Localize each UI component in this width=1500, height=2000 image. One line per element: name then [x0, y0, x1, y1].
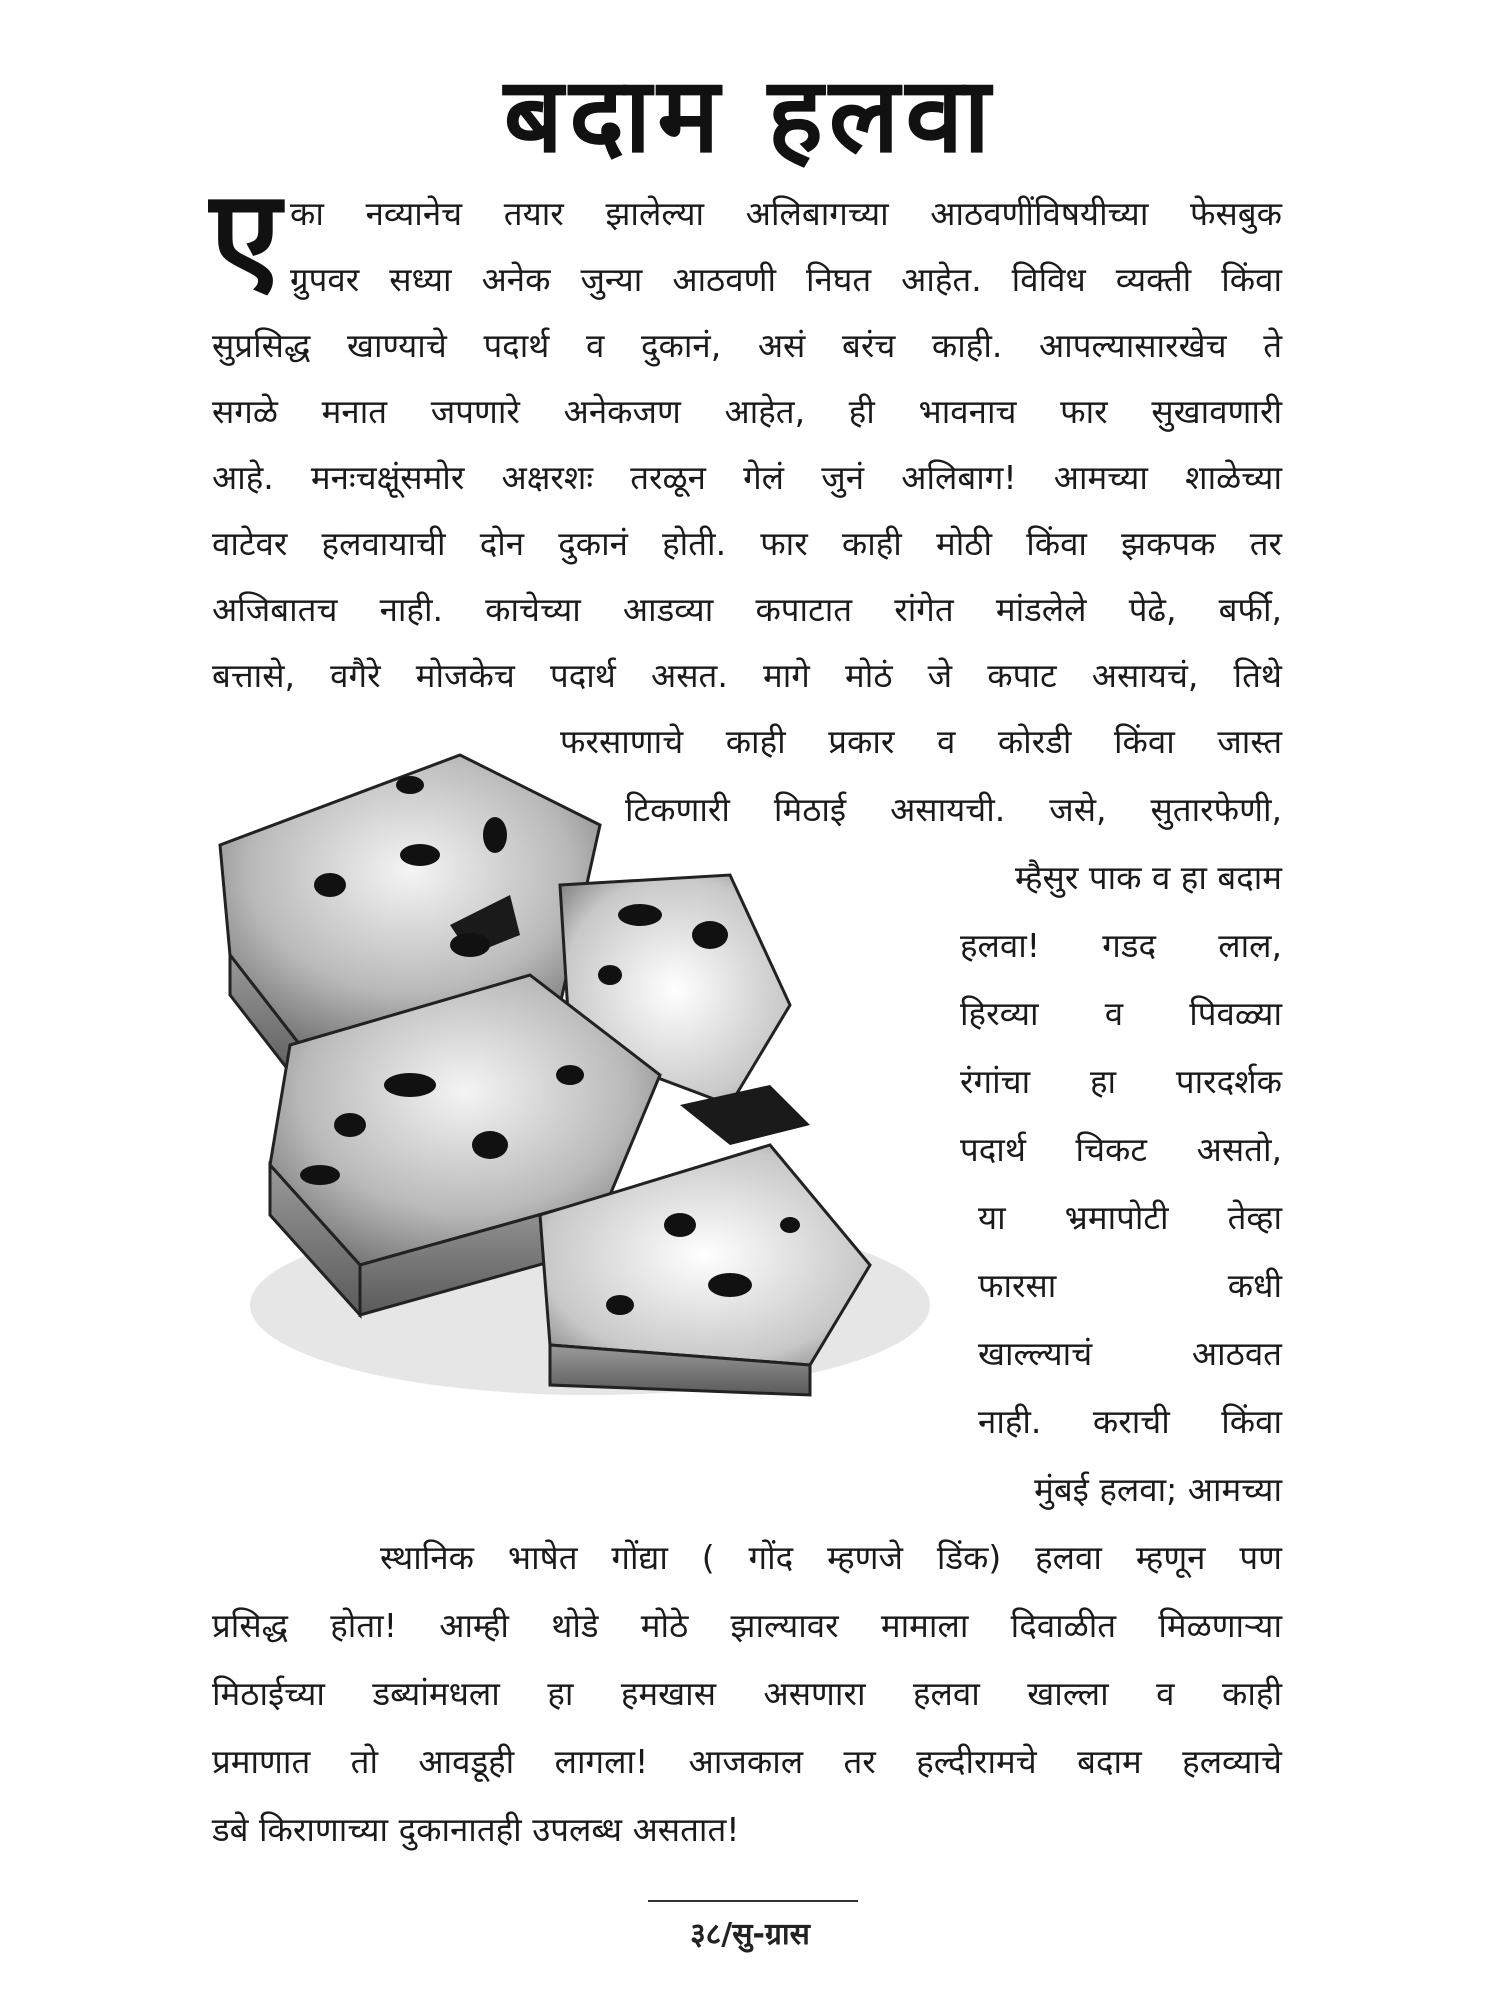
text-line: प्रसिद्ध होता! आम्ही थोडे मोठे झाल्यावर मामाला दिवाळीत मिळणाऱ्या [212, 1606, 1282, 1645]
text-line: हलवा! गडद लाल, [960, 926, 1282, 965]
text-line: खाल्ल्याचं आठवत [978, 1334, 1282, 1373]
text-line: अजिबातच नाही. काचेच्या आडव्या कपाटात रांगेत मांडलेले पेढे, बर्फी, [212, 590, 1282, 629]
drop-cap: ए [210, 163, 281, 312]
text-line: सुप्रसिद्ध खाण्याचे पदार्थ व दुकानं, असं बरंच काही. आपल्यासारखेच ते [212, 326, 1282, 365]
text-line: रंगांचा हा पारदर्शक [960, 1062, 1282, 1101]
text-line: या भ्रमापोटी तेव्हा [978, 1198, 1282, 1237]
text-line: नाही. कराची किंवा [978, 1402, 1282, 1441]
text-line: टिकणारी मिठाई असायची. जसे, सुतारफेणी, [625, 790, 1282, 829]
text-line: मिठाईच्या डब्यांमधला हा हमखास असणारा हलवा खाल्ला व काही [212, 1674, 1282, 1713]
text-line: पदार्थ चिकट असतो, [960, 1130, 1282, 1169]
text-line: ग्रुपवर सध्या अनेक जुन्या आठवणी निघत आहेत. विविध व्यक्ती किंवा [290, 260, 1282, 299]
text-line: डबे किराणाच्या दुकानातही उपलब्ध असतात! [212, 1810, 740, 1849]
text-line: बत्तासे, वगैरे मोजकेच पदार्थ असत. मागे मोठं जे कपाट असायचं, तिथे [212, 656, 1282, 695]
text-line: का नव्यानेच तयार झालेल्या अलिबागच्या आठवणींविषयीच्या फेसबुक [290, 194, 1282, 233]
text-line: हिरव्या व पिवळ्या [960, 994, 1282, 1033]
text-line: सगळे मनात जपणारे अनेकजण आहेत, ही भावनाच फार सुखावणारी [212, 392, 1282, 431]
text-line: प्रमाणात तो आवडूही लागला! आजकाल तर हल्दीरामचे बदाम हलव्याचे [212, 1742, 1282, 1781]
text-line: मुंबई हलवा; आमच्या [1034, 1470, 1282, 1509]
text-line: स्थानिक भाषेत गोंद्या ( गोंद म्हणजे डिंक) हलवा म्हणून पण [380, 1538, 1282, 1577]
text-line: म्हैसुर पाक व हा बदाम [1015, 858, 1282, 897]
text-line: वाटेवर हलवायाची दोन दुकानं होती. फार काही मोठी किंवा झकपक तर [212, 524, 1282, 563]
footer-rule [648, 1900, 858, 1902]
page-title: बदाम हलवा [503, 54, 997, 176]
text-line: फारसा कधी [978, 1266, 1282, 1305]
badam-halwa-illustration [210, 745, 940, 1405]
text-line: फरसाणाचे काही प्रकार व कोरडी किंवा जास्त [560, 722, 1282, 761]
page-number: ३८/सु-ग्रास [690, 1917, 810, 1952]
text-line: आहे. मनःचक्षूंसमोर अक्षरशः तरळून गेलं जुनं अलिबाग! आमच्या शाळेच्या [212, 458, 1282, 497]
